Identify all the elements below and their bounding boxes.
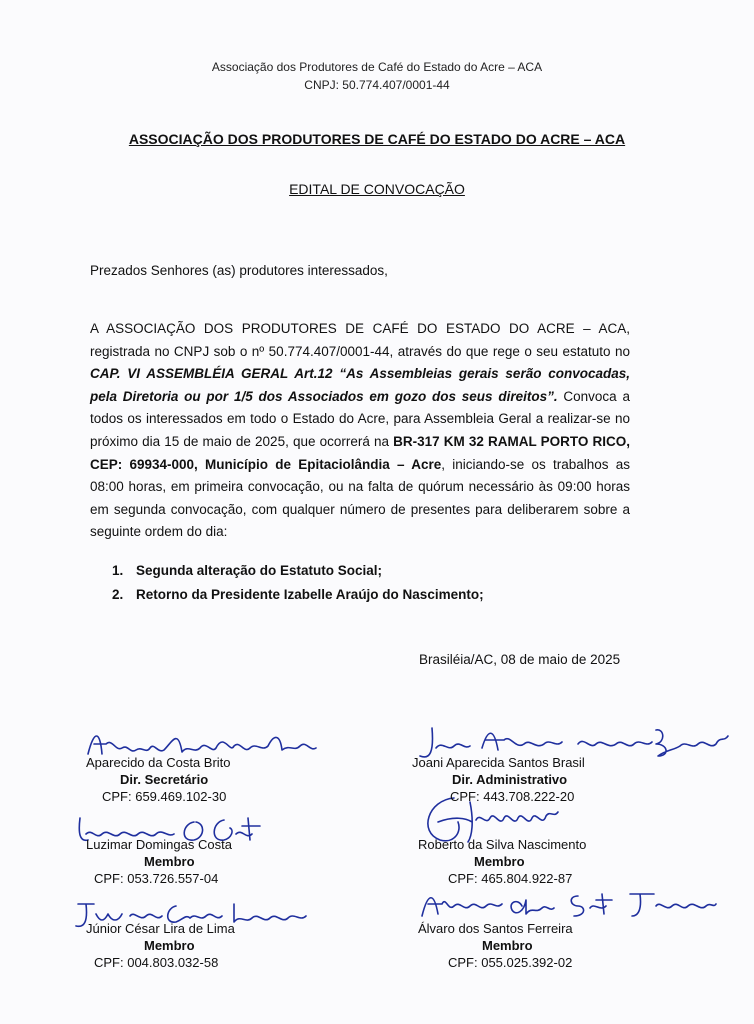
signatory-role: Membro xyxy=(474,854,525,869)
signatory-role: Dir. Administrativo xyxy=(452,772,568,787)
agenda-item-number: 1. xyxy=(112,563,124,578)
signatory-cpf: CPF: 004.803.032-58 xyxy=(94,955,219,970)
signatory-block xyxy=(86,920,336,971)
signatory-role: Membro xyxy=(482,938,533,953)
signatory-name: Júnior César Lira de Lima xyxy=(86,921,235,936)
signatory-name: Joani Aparecida Santos Brasil xyxy=(412,755,585,770)
body-paragraph xyxy=(90,318,630,544)
body-intro: A ASSOCIAÇÃO DOS PRODUTORES DE CAFÉ DO ESTADO DO ACRE – ACA, registrada no CNPJ sob o nº 50.774.407/0001-44, através do que rege o seu estatuto no xyxy=(90,321,630,359)
signatory-role: Membro xyxy=(144,854,195,869)
signatory-name: Luzimar Domingas Costa xyxy=(86,837,232,852)
signatory-role: Dir. Secretário xyxy=(120,772,209,787)
signatory-name: Álvaro dos Santos Ferreira xyxy=(418,921,573,936)
agenda-item xyxy=(112,563,484,587)
signature-alvaro xyxy=(418,886,718,920)
agenda-item-number: 2. xyxy=(112,587,124,602)
date-line: Brasiléia/AC, 08 de maio de 2025 xyxy=(419,652,621,667)
signatory-cpf: CPF: 053.726.557-04 xyxy=(94,871,219,886)
statute-citation: CAP. VI ASSEMBLÉIA GERAL Art.12 “As Assembleias gerais serão convocadas, pela Diretoria ou por 1/5 dos Associados em gozo dos seus direitos”. xyxy=(90,366,630,404)
agenda-item xyxy=(112,587,484,611)
body-convocation: Convoca a todos os interessados em todo o Estado do Acre, para Assembleia Geral a realizar-se no próximo dia 15 de maio de 2025, que ocorrerá na xyxy=(90,388,630,449)
signatory-cpf: CPF: 465.804.922-87 xyxy=(448,871,573,886)
greeting: Prezados Senhores (as) produtores interessados, xyxy=(90,263,388,278)
signatory-cpf: CPF: 659.469.102-30 xyxy=(102,789,227,804)
signatory-block xyxy=(86,836,336,887)
signatory-cpf: CPF: 055.025.392-02 xyxy=(448,955,573,970)
signatory-name: Roberto da Silva Nascimento xyxy=(418,837,587,852)
signatory-name: Aparecido da Costa Brito xyxy=(86,755,231,770)
agenda-list xyxy=(112,563,484,611)
signatory-block xyxy=(86,754,336,805)
agenda-item-text: Segunda alteração do Estatuto Social; xyxy=(136,563,383,578)
signatory-block xyxy=(412,754,662,805)
signatory-cpf: CPF: 443.708.222-20 xyxy=(450,789,575,804)
agenda-item-text: Retorno da Presidente Izabelle Araújo do Nascimento; xyxy=(136,587,484,602)
document-subtitle: EDITAL DE CONVOCAÇÃO xyxy=(289,181,465,197)
body-schedule: , iniciando-se os trabalhos as 08:00 horas, em primeira convocação, ou na falta de quórum necessário às 09:00 horas em segunda convocação, com qualquer número de presentes para deliberarem sobre a seguinte ordem do dia: xyxy=(90,456,630,540)
signatory-block xyxy=(418,836,668,887)
signatory-block xyxy=(418,920,668,971)
header-org-line: Associação dos Produtores de Café do Estado do Acre – ACA xyxy=(211,60,543,74)
header-cnpj-line: CNPJ: 50.774.407/0001-44 xyxy=(304,78,450,92)
signatory-role: Membro xyxy=(144,938,195,953)
document-title: ASSOCIAÇÃO DOS PRODUTORES DE CAFÉ DO ESTADO DO ACRE – ACA xyxy=(128,131,626,147)
meeting-address: BR-317 KM 32 RAMAL PORTO RICO, CEP: 69934-000, Município de Epitaciolândia – Acre xyxy=(90,433,630,472)
